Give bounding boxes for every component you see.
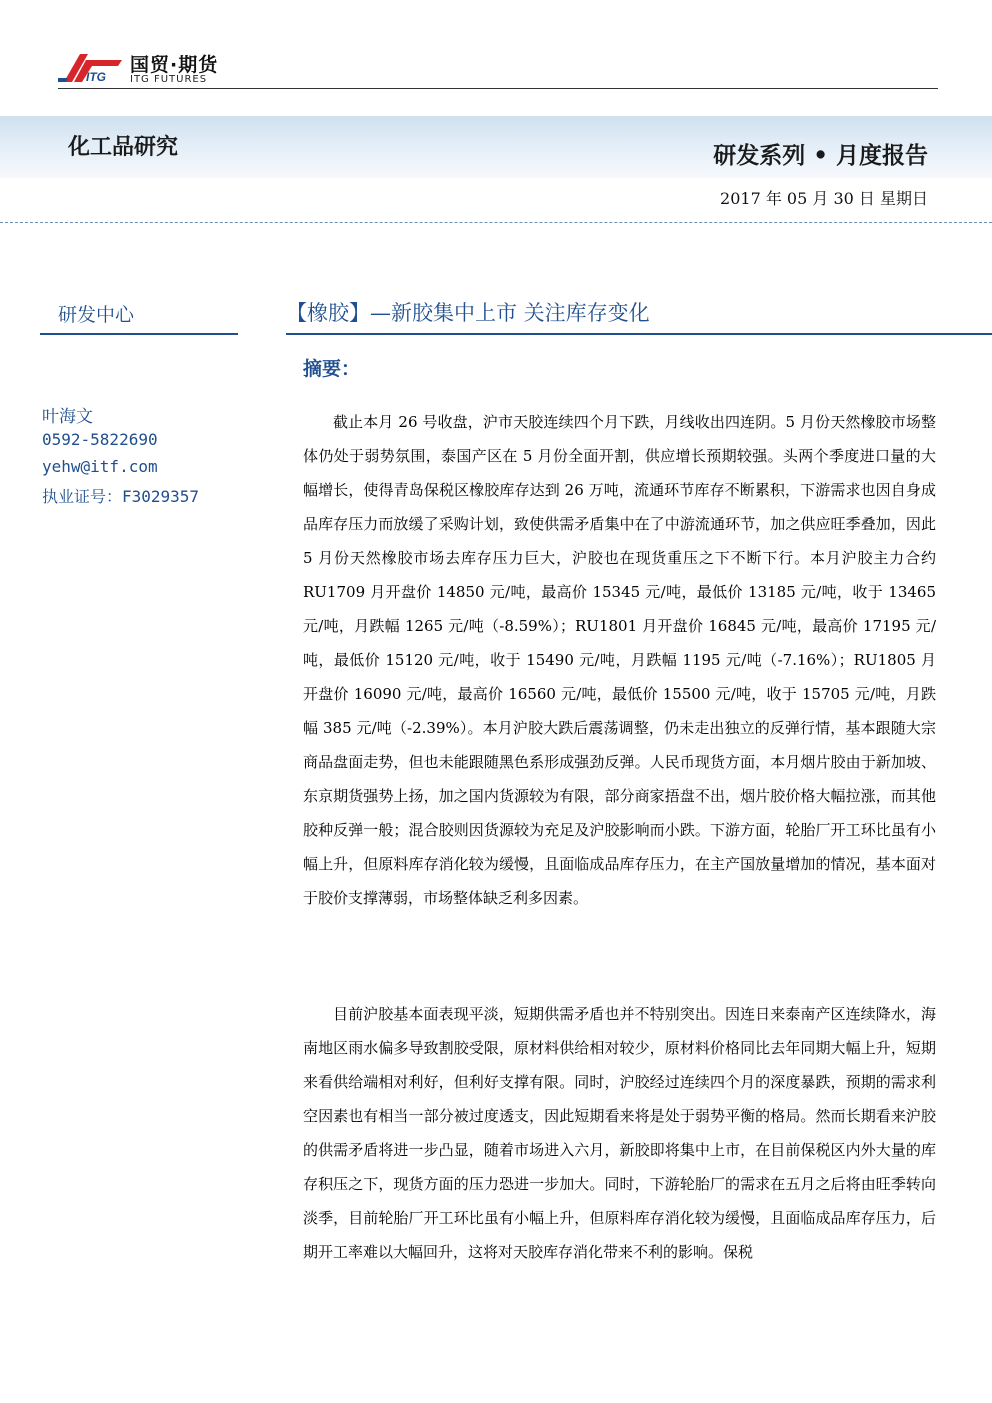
header-divider <box>58 88 938 89</box>
author-email[interactable]: yehw@itf.com <box>42 457 158 476</box>
author-name: 叶海文 <box>42 407 93 427</box>
summary-paragraph-1: 截止本月 26 号收盘，沪市天胶连续四个月下跌，月线收出四连阴。5 月份天然橡胶市场整体仍处于弱势氛围，泰国产区在 5 月份全面开割，供应增长预期较强。头两个季度进口量的大幅增长，使得青岛保税区橡胶库存达到 26 万吨，流通环节库存不断累积，下游需求也因自身成品库存压力而放缓了采购计划，致使供需矛盾集中在了中游流通环节，加之供应旺季叠加，因此 5 月份天然橡胶市场去库存压力巨大，沪胶也在现货重压之下不断下行。本月沪胶主力合约 RU1709 月开盘价 14850 元/吨，最高价 15345 元/吨，最低价 13185 元/吨，收于 13465 元/吨，月跌幅 1265 元/吨（-8.59%）；RU1801 月开盘价 16845 元/吨，最高价 17195 元/吨，最低价 15120 元/吨，收于 15490 元/吨，月跌幅 1195 元/吨（-7.16%）；RU1805 月开盘价 16090 元/吨，最高价 16560 元/吨，最低价 15500 元/吨，收于 15705 元/吨，月跌幅 385 元/吨（-2.39%）。本月沪胶大跌后震荡调整，仍未走出独立的反弹行情，基本跟随大宗商品盘面走势，但也未能跟随黑色系形成强劲反弹。人民币现货方面，本月烟片胶由于新加坡、东京期货强势上扬，加之国内货源较为有限，部分商家捂盘不出，烟片胶价格大幅拉涨，而其他胶种反弹一般；混合胶则因货源较为充足及沪胶影响而小跌。下游方面，轮胎厂开工环比虽有小幅上升，但原料库存消化较为缓慢，且面临成品库存压力，在主产国放量增加的情况，基本面对于胶价支撑薄弱，市场整体缺乏利多因素。 <box>303 413 936 907</box>
dashed-divider <box>0 222 992 223</box>
summary-label: 摘要： <box>303 358 361 380</box>
department-heading: 研发中心 <box>58 304 135 326</box>
department-underline <box>40 333 238 335</box>
report-date: 2017 年 05 月 30 日 星期日 <box>720 189 928 208</box>
report-category: 化工品研究 <box>68 134 179 160</box>
logo-text: ITG <box>86 70 106 84</box>
itg-logo-icon <box>58 48 128 88</box>
report-series: 研发系列 • 月度报告 <box>713 142 928 169</box>
brand-logo <box>58 48 233 88</box>
brand-name-cn: 国贸·期货 <box>130 54 219 76</box>
author-phone: 0592-5822690 <box>42 430 158 449</box>
report-title: 【橡胶】—新胶集中上市 关注库存变化 <box>286 301 650 325</box>
title-underline <box>286 333 992 335</box>
author-license: 执业证号：F3029357 <box>42 487 200 506</box>
brand-name-en: ITG FUTURES <box>130 74 208 85</box>
summary-paragraph-2: 目前沪胶基本面表现平淡，短期供需矛盾也并不特别突出。因连日来泰南产区连续降水，海南地区雨水偏多导致割胶受限，原材料供给相对较少，原材料价格同比去年同期大幅上升，短期来看供给端相对利好，但利好支撑有限。同时，沪胶经过连续四个月的深度暴跌，预期的需求利空因素也有相当一部分被过度透支，因此短期看来将是处于弱势平衡的格局。然而长期看来沪胶的供需矛盾将进一步凸显，随着市场进入六月，新胶即将集中上市，在目前保税区内外大量的库存积压之下，现货方面的压力恐进一步加大。同时，下游轮胎厂的需求在五月之后将由旺季转向淡季，目前轮胎厂开工环比虽有小幅上升，但原料库存消化较为缓慢，且面临成品库存压力，后期开工率难以大幅回升，这将对天胶库存消化带来不利的影响。保税 <box>303 1005 936 1261</box>
